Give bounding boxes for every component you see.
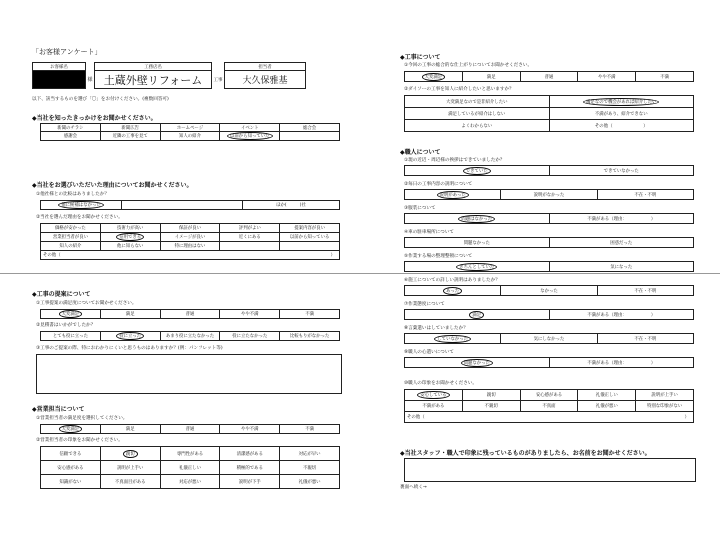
work-sat-cell[interactable]: 普通 <box>520 72 578 82</box>
selected-answer: 他に候補はなかった <box>58 201 104 209</box>
trigger-cell[interactable]: 新聞広告 <box>100 124 160 132</box>
right-page <box>360 0 720 540</box>
work-sub2: ②ダイソーの工事を知人に紹介したいと思いますか？ <box>404 87 514 92</box>
reason-cell[interactable]: 保証が良い <box>160 224 220 233</box>
person-value: 大久保雅基 <box>225 71 306 89</box>
work-sat-cell-selected[interactable] <box>405 72 463 82</box>
reason-cell[interactable]: 特に理由はない <box>160 242 220 251</box>
craft-answer-cell[interactable]: 不満がある（理由： ） <box>549 310 694 320</box>
reason-compare-cell[interactable] <box>122 201 243 210</box>
craft-imp-cell[interactable]: 安心感がある <box>520 390 578 401</box>
sales-sat-cell[interactable]: やや不満 <box>220 425 280 434</box>
reason-compare-cell-selected[interactable] <box>41 201 122 210</box>
work-title: ◆工事について <box>400 54 441 61</box>
craft-answer-cell-selected[interactable] <box>405 262 550 272</box>
staff-comment-box[interactable] <box>404 458 696 482</box>
sales-sat-table <box>40 424 340 434</box>
craft-answer-table <box>404 309 694 320</box>
selected-answer: 説明があった <box>437 191 469 199</box>
survey-title: 「お客様アンケート」 <box>32 48 102 56</box>
referral-other[interactable]: その他（ ） <box>549 120 694 132</box>
work-sat-table <box>404 71 694 82</box>
craft-question: ⑧言葉遣いはしていましたか？ <box>404 326 468 331</box>
reason-cell[interactable]: 他に知らない <box>100 242 160 251</box>
craft-imp-cell[interactable]: 不真面 <box>520 401 578 412</box>
selected-answer: 満足なので機会があれば紹介したい <box>583 98 659 106</box>
craft-question: ⑨職人の心遣いについて <box>404 350 454 355</box>
trigger-cell[interactable]: 近隣の工事を見て <box>100 132 160 141</box>
craft-imp-cell-selected[interactable] <box>405 390 463 401</box>
craft-answer-table <box>404 165 694 176</box>
craft-imp-cell[interactable]: 礼儀正しい <box>578 390 636 401</box>
sales-sat-cell[interactable]: 不満 <box>280 425 340 434</box>
selected-answer: できていた <box>463 167 491 175</box>
craft-answer-table <box>404 189 694 200</box>
selected-answer: 役に立った <box>116 332 144 340</box>
proposal-sub1: ①工事提案の満足度についてお聞かせください。 <box>36 301 137 306</box>
craft-answer-cell-selected[interactable] <box>405 310 550 320</box>
trigger-table <box>40 123 340 141</box>
selected-answer: きちんとしていた <box>456 263 497 271</box>
selected-answer: 信用できる <box>116 233 144 241</box>
sales-imp-cell[interactable]: 専門性がある <box>160 447 220 461</box>
craft-imp-cell[interactable]: 不親切 <box>462 401 520 412</box>
selected-answer: 問題はなかった <box>458 215 495 223</box>
selected-answer: 以前から知っていた <box>227 132 273 140</box>
trigger-cell[interactable]: 知人の紹介 <box>160 132 220 141</box>
store-label: 工務店名 <box>95 63 212 71</box>
craft-imp-cell[interactable]: 親切 <box>462 390 520 401</box>
reason-other-label: その他（ <box>41 251 101 260</box>
craft-answer-cell[interactable]: 問題なかった <box>405 238 550 248</box>
trigger-cell[interactable]: イベント <box>220 124 280 132</box>
work-sat-cell[interactable]: 満足 <box>462 72 520 82</box>
selected-answer: 大変満足 <box>422 73 446 81</box>
selected-answer: 安心している <box>417 391 449 399</box>
sales-impression-table <box>40 446 340 489</box>
reason-cell[interactable]: 提案内容が良い <box>280 224 340 233</box>
proposal-title: ◆工事の提案について <box>32 291 91 298</box>
work-sub1: ①今回の工事の総合的な仕上がりについてお聞かせください。 <box>404 63 533 68</box>
craft-question: ①現の近辺・周辺様の挨拶はできていましたか？ <box>404 158 505 163</box>
sales-sat-cell[interactable]: 普通 <box>160 425 220 434</box>
reason-cell[interactable] <box>220 242 280 251</box>
reason-other-field[interactable] <box>100 251 160 260</box>
header-table <box>32 62 306 89</box>
trigger-cell[interactable] <box>280 132 340 141</box>
trigger-cell[interactable]: 総合会 <box>280 124 340 132</box>
estimate-cell[interactable]: 役に立たなかった <box>220 332 280 341</box>
selected-answer: 問題なかった <box>461 359 493 367</box>
sales-imp-cell[interactable]: 説明が下手 <box>220 475 280 489</box>
craft-answer-cell-selected[interactable] <box>405 214 550 224</box>
craft-question: ②毎日の工事内容の説明について <box>404 182 473 187</box>
selected-answer: していなかった <box>434 335 471 343</box>
trigger-cell[interactable]: ホームページ <box>160 124 220 132</box>
reason-compare-table <box>40 200 340 210</box>
referral-cell[interactable]: 不満があり、紹介できない <box>549 108 694 120</box>
store-value: 土蔵外壁リフォーム <box>95 71 212 89</box>
estimate-cell[interactable]: とても役に立った <box>41 332 101 341</box>
selected-answer: 大変満足 <box>59 310 83 318</box>
referral-cell[interactable]: 大変満足なので是非紹介したい <box>405 96 550 108</box>
instruction: 以下、該当するものを選び「〇」をお付けください。(複数回答可) <box>32 97 169 102</box>
proposal-estimate-table <box>40 331 340 341</box>
reason-cell[interactable]: 評判がよい <box>220 224 280 233</box>
selected-answer: あった <box>443 287 462 295</box>
work-sat-cell[interactable]: やや不満 <box>578 72 636 82</box>
craft-answer-cell[interactable]: 困惑だった <box>549 238 694 248</box>
person-label: 担当者 <box>225 63 306 71</box>
craft-other-field[interactable] <box>462 412 520 423</box>
craft-answer-cell[interactable]: 不在・不明 <box>597 286 693 296</box>
customer-name-redacted <box>33 71 86 89</box>
estimate-cell[interactable]: あまり役に立たなかった <box>160 332 220 341</box>
craft-imp-cell[interactable]: 特別な印象がない <box>636 401 694 412</box>
craft-question: ⑥施工についての詳しい説明はありましたか？ <box>404 278 500 283</box>
reason-cell[interactable]: 営業担当者が良い <box>41 233 101 242</box>
craft-answer-table <box>404 357 694 368</box>
work-sat-cell[interactable]: 不満 <box>636 72 694 82</box>
craft-answer-cell[interactable]: 不在・不明 <box>597 334 693 344</box>
sales-imp-cell[interactable]: 清潔感がある <box>220 447 280 461</box>
reason-cell[interactable]: イメージが良い <box>160 233 220 242</box>
craft-question: ③服装について <box>404 206 436 211</box>
reason-cell[interactable]: 価格が安かった <box>41 224 101 233</box>
proposal-sat-cell[interactable]: 普通 <box>160 310 220 319</box>
selected-answer: 大変満足 <box>59 425 83 433</box>
craft-other-label: その他（ <box>405 412 463 423</box>
sales-imp-cell[interactable]: 対応が早い <box>280 447 340 461</box>
craft-impression-table <box>404 389 694 423</box>
reason-cell[interactable]: 以前から知っている <box>280 233 340 242</box>
craft-answer-cell[interactable]: なかった <box>501 286 597 296</box>
proposal-sub2: ②見積書はいかがでしたか？ <box>36 323 96 328</box>
work-referral-table <box>404 95 694 132</box>
reason-cell[interactable]: 技術力が高い <box>100 224 160 233</box>
craft-answer-table <box>404 237 694 248</box>
craft-answer-table <box>404 333 694 344</box>
customer-label: お客様名 <box>33 63 86 71</box>
proposal-sat-cell[interactable]: 不満 <box>280 310 340 319</box>
reason-table <box>40 223 340 260</box>
continue-note: 裏面へ続く→ <box>400 485 427 490</box>
sales-imp-cell[interactable]: 安心感がある <box>41 461 101 475</box>
sales-imp-cell[interactable]: 積極的である <box>220 461 280 475</box>
sales-title: ◆営業担当について <box>32 406 85 413</box>
sales-imp-cell[interactable]: 説明が上手い <box>100 461 160 475</box>
sales-imp-cell[interactable]: 知識がない <box>41 475 101 489</box>
craft-answer-table <box>404 285 694 296</box>
sales-imp-cell[interactable]: 不真面目がある <box>100 475 160 489</box>
trigger-cell-selected[interactable] <box>220 132 280 141</box>
craft-imp-cell[interactable]: 不満がある <box>405 401 463 412</box>
craft-answer-cell-selected[interactable] <box>405 334 501 344</box>
sales-sat-cell-selected[interactable] <box>41 425 101 434</box>
craft-answer-cell[interactable]: 説明がなかった <box>501 190 597 200</box>
craft-answer-cell[interactable]: 不満がある（理由： ） <box>549 214 694 224</box>
craft-answer-table <box>404 213 694 224</box>
trigger-cell[interactable]: 新聞のチラシ <box>41 124 101 132</box>
koji-label: 工事 <box>213 77 223 83</box>
sales-imp-cell[interactable]: 信頼できる <box>41 447 101 461</box>
estimate-cell[interactable]: 比較もりがなかった <box>280 332 340 341</box>
reason-compare-cell[interactable]: ほか( )社 <box>243 201 340 210</box>
reason-sub1: ①他社様との比較はありましたか？ <box>36 192 110 197</box>
craft-answer-cell[interactable]: できていなかった <box>549 166 694 176</box>
craft-question: ⑦作業態度について <box>404 302 445 307</box>
craft-answer-cell[interactable]: 不在・不明 <box>597 190 693 200</box>
craft-answer-cell[interactable]: 不満がある（理由： ） <box>549 358 694 368</box>
craft-answer-table <box>404 261 694 272</box>
craft-question: ④車の駐車場所について <box>404 230 454 235</box>
craft-title: ◆職人について <box>400 149 441 156</box>
craft-answer-cell[interactable]: 気にしなかった <box>501 334 597 344</box>
staff-title: ◆当社スタッフ・職人で印象に残っているものがありましたら、お名前をお聞かせください。 <box>400 450 651 457</box>
sales-imp-cell[interactable]: 礼儀が悪い <box>280 475 340 489</box>
selected-answer: 親切 <box>123 450 138 458</box>
craft-other-close: ） <box>636 412 694 423</box>
sales-sat-cell[interactable]: 満足 <box>100 425 160 434</box>
reason-cell[interactable]: 知人の紹介 <box>41 242 101 251</box>
referral-cell[interactable]: よくわからない <box>405 120 550 132</box>
impression-q: ⑩職人の印象をお聞かせください。 <box>404 381 478 386</box>
reason-title: ◆当社をお選びいただいた理由についてお聞かせください。 <box>32 182 193 189</box>
craft-answer-cell[interactable]: 気になった <box>549 262 694 272</box>
craft-answer-cell-selected[interactable] <box>405 358 550 368</box>
trigger-cell[interactable]: 感謝会 <box>41 132 101 141</box>
proposal-sat-cell[interactable]: 満足 <box>100 310 160 319</box>
sales-sub1: ①営業担当者の満足度を選択してください。 <box>36 416 128 421</box>
proposal-sat-cell[interactable]: やや不満 <box>220 310 280 319</box>
estimate-cell-selected[interactable] <box>100 332 160 341</box>
sama-label: 様 <box>87 77 93 83</box>
craft-imp-cell[interactable]: 説明が上手い <box>636 390 694 401</box>
craft-answer-cell-selected[interactable] <box>405 286 501 296</box>
reason-sub2: ②当社を選んだ理由をお聞かせください。 <box>36 215 123 220</box>
sales-sub2: ②営業担当者の印象をお聞かせください。 <box>36 438 123 443</box>
reason-cell[interactable] <box>280 242 340 251</box>
proposal-sub3: ③工事のご提案の際、特におわかりにくいと思うものはありますか？(例：パンフレット等) <box>36 346 223 351</box>
craft-answer-cell-selected[interactable] <box>405 190 501 200</box>
craft-imp-cell[interactable]: 礼儀が悪い <box>578 401 636 412</box>
trigger-title: ◆当社を知ったきっかけをお聞かせください。 <box>32 115 157 122</box>
reason-cell-selected[interactable] <box>100 233 160 242</box>
referral-cell-selected[interactable] <box>549 96 694 108</box>
sales-imp-cell[interactable]: 対応が悪い <box>160 475 220 489</box>
sales-imp-cell[interactable]: 不親切 <box>280 461 340 475</box>
craft-question: ⑤作業する場の整理整頓について <box>404 254 473 259</box>
proposal-sat-table <box>40 309 340 319</box>
craft-answer-cell-selected[interactable] <box>405 166 550 176</box>
sales-imp-cell[interactable]: 礼儀正しい <box>160 461 220 475</box>
referral-cell[interactable]: 満足しているが紹介はしない <box>405 108 550 120</box>
reason-cell[interactable]: 近くにある <box>220 233 280 242</box>
proposal-comment-box[interactable] <box>36 354 342 394</box>
sales-imp-cell-selected[interactable] <box>100 447 160 461</box>
selected-answer: 満足 <box>469 311 484 319</box>
reason-other-close: ） <box>280 251 340 260</box>
proposal-sat-cell-selected[interactable] <box>41 310 101 319</box>
